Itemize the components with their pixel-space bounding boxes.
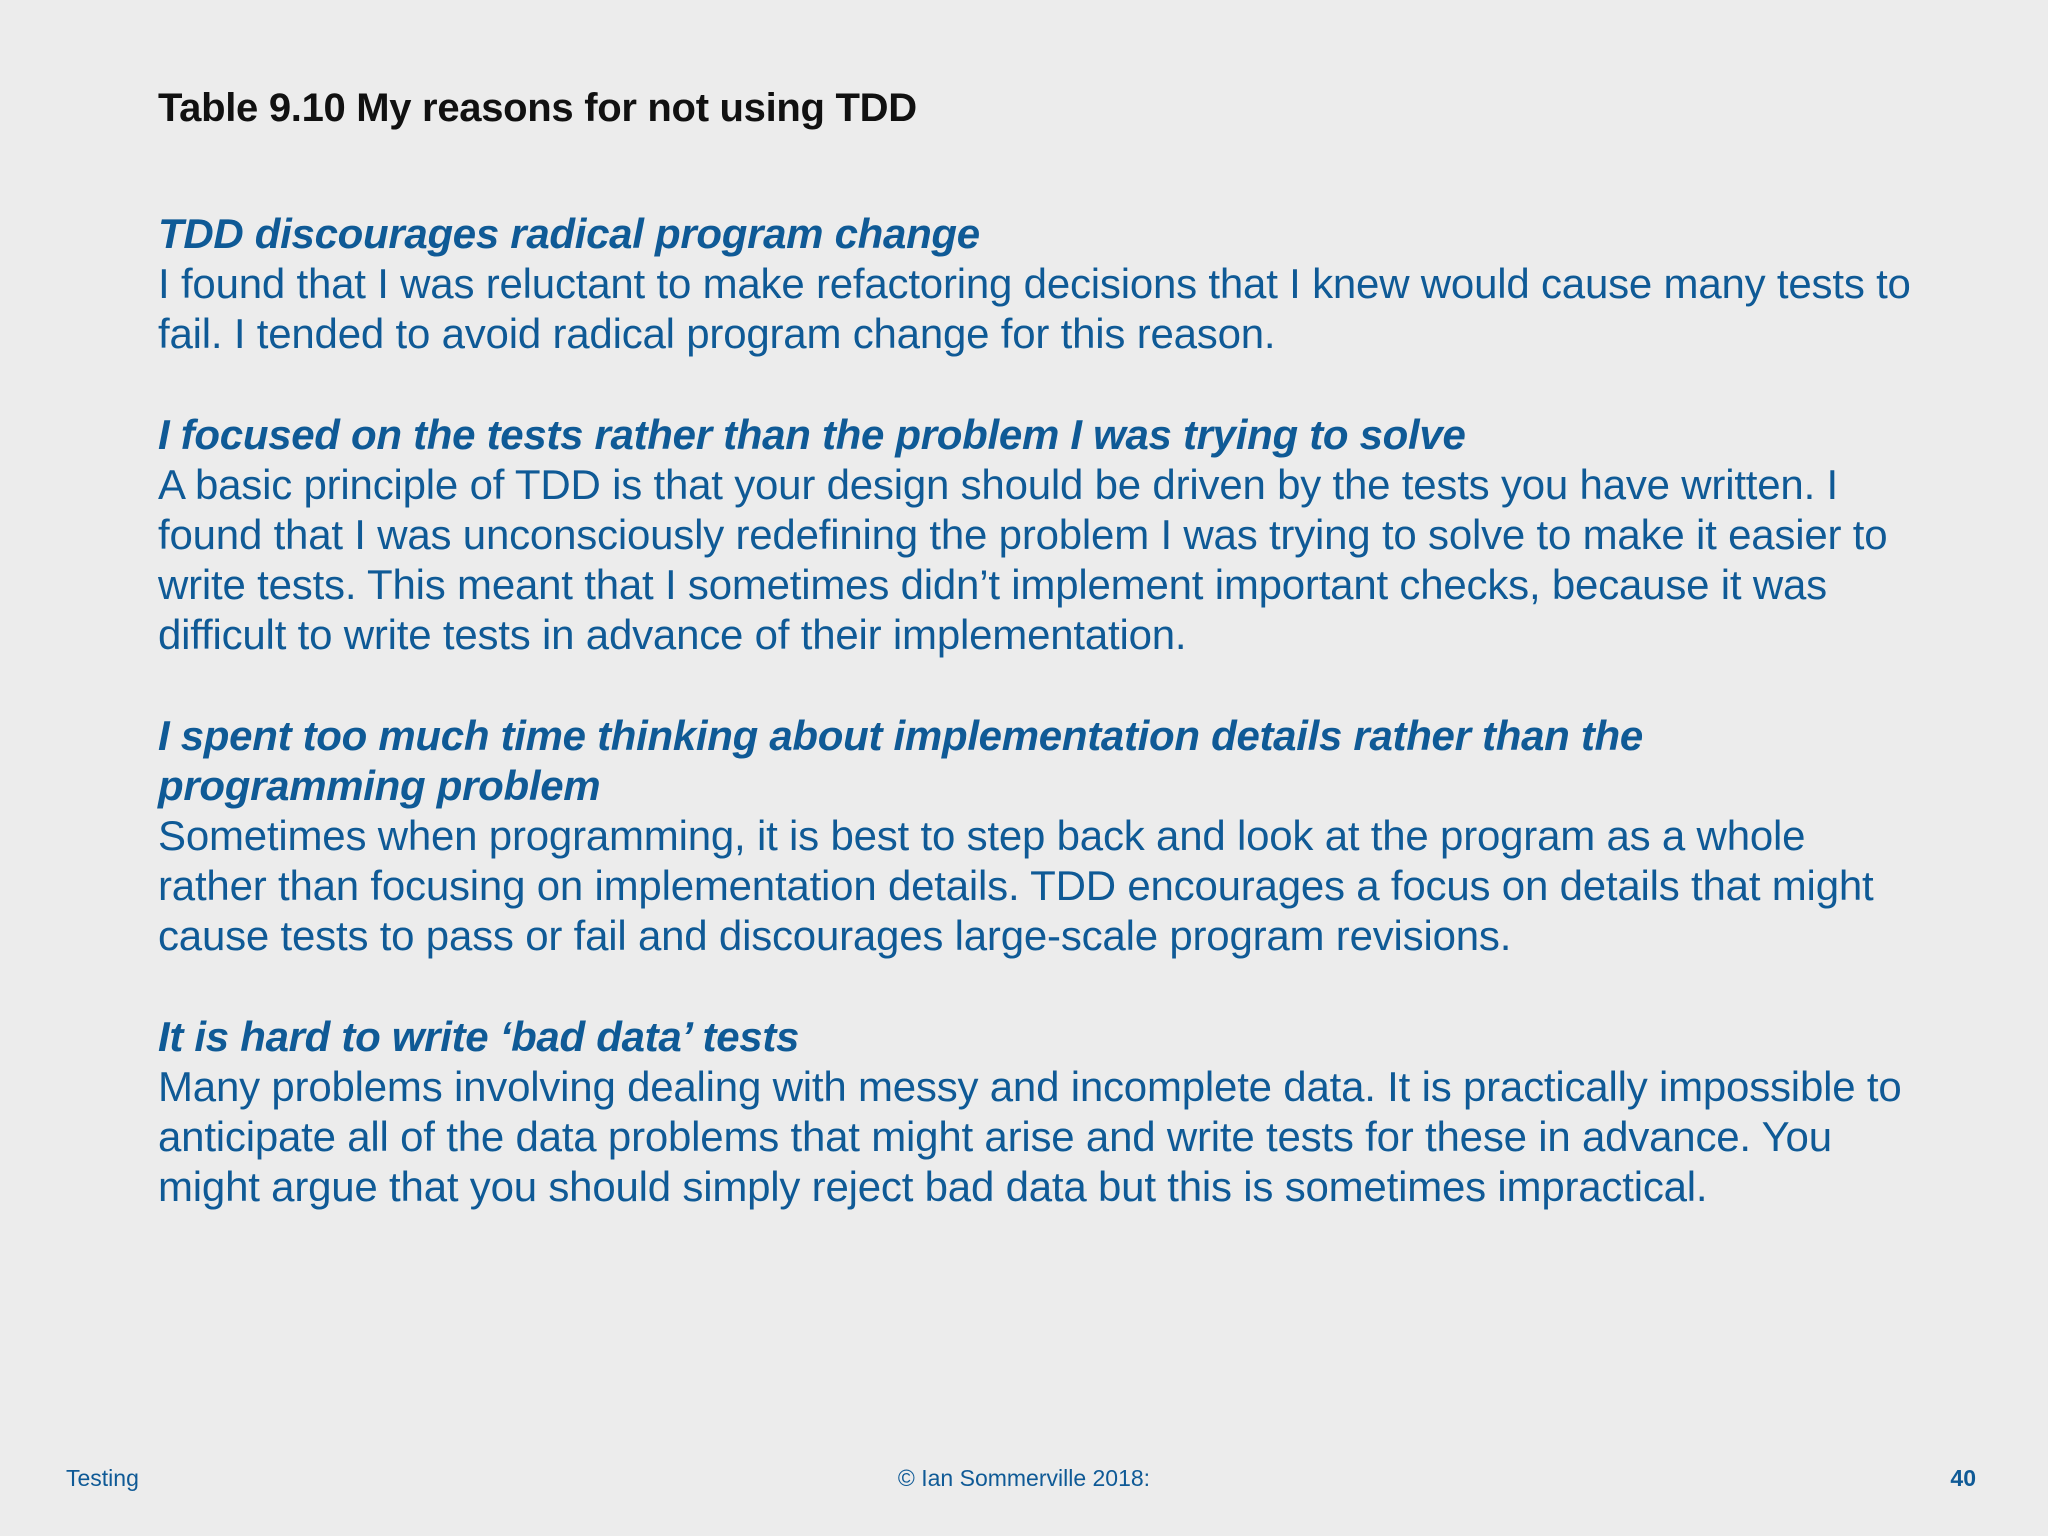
reason-body: Many problems involving dealing with messy and incomplete data. It is practically impossible to anticipate all of the data problems that might arise and write tests for these in advance. You might argue that you should simply reject bad data but this is sometimes impractical. (158, 1063, 1902, 1210)
reason-body: Sometimes when programming, it is best to step back and look at the program as a whole rather than focusing on implementation details. TDD encourages a focus on details that might cause tests to pass or fail and discourages large-scale program revisions. (158, 812, 1874, 959)
reason-body: I found that I was reluctant to make refactoring decisions that I knew would cause many tests to fail. I tended to avoid radical program change for this reason. (158, 260, 1911, 357)
reason-heading: It is hard to write ‘bad data’ tests (158, 1013, 800, 1060)
reason-item (158, 711, 1918, 961)
footer-copyright: © Ian Sommerville 2018: (897, 1465, 1151, 1491)
reason-body: A basic principle of TDD is that your design should be driven by the tests you have written. I found that I was unconsciously redefining the problem I was trying to solve to make it easier to write tests. This meant that I sometimes didn’t implement important checks, because it was difficult to write tests in advance of their implementation. (158, 461, 1888, 658)
reason-heading: I spent too much time thinking about implementation details rather than the programming problem (158, 712, 1643, 809)
footer-section-label: Testing (66, 1465, 139, 1491)
reason-item (158, 410, 1918, 660)
reasons-list (158, 209, 1918, 1263)
page-number: 40 (1950, 1465, 1976, 1491)
reason-item (158, 1012, 1918, 1212)
reason-heading: I focused on the tests rather than the problem I was trying to solve (158, 411, 1466, 458)
reason-heading: TDD discourages radical program change (158, 210, 980, 257)
page-title: Table 9.10 My reasons for not using TDD (158, 86, 917, 130)
reason-item (158, 209, 1918, 359)
